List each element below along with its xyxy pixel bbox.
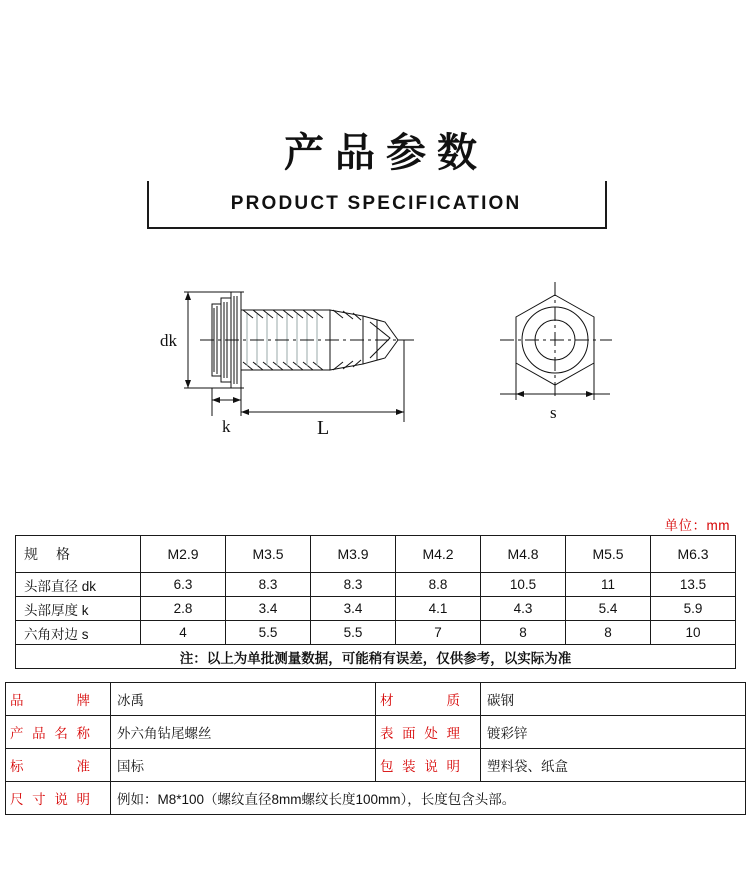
info-label-brand: 品 牌 <box>6 683 111 716</box>
spec-cell: 3.4 <box>311 597 396 621</box>
info-label-size-note: 尺寸说明 <box>6 782 111 815</box>
spec-cell: 13.5 <box>651 573 736 597</box>
dim-label-L: L <box>317 417 330 439</box>
spec-row-label: 六角对边 s <box>16 621 141 645</box>
dim-label-k: k <box>222 417 231 436</box>
page-title-text: 产品参数 <box>253 125 508 181</box>
spec-cell: 5.4 <box>566 597 651 621</box>
spec-row-label: 规 格 <box>16 536 141 573</box>
dim-label-dk: dk <box>160 331 177 350</box>
spec-cell: 11 <box>566 573 651 597</box>
spec-cell: 3.4 <box>226 597 311 621</box>
table-row <box>16 573 736 597</box>
spec-cell: 10.5 <box>481 573 566 597</box>
info-label-packaging: 包装说明 <box>376 749 481 782</box>
spec-col-header: M6.3 <box>651 536 736 573</box>
table-row <box>6 716 746 749</box>
spec-cell: 2.8 <box>141 597 226 621</box>
info-label-surface-treatment: 表面处理 <box>376 716 481 749</box>
page-title <box>0 125 750 181</box>
table-row-header <box>16 536 736 573</box>
spec-table <box>15 535 735 669</box>
spec-row-label: 头部直径 dk <box>16 573 141 597</box>
info-value-material: 碳钢 <box>481 683 746 716</box>
spec-cell: 8.3 <box>311 573 396 597</box>
info-label-material: 材 质 <box>376 683 481 716</box>
info-value-product-name: 外六角钻尾螺丝 <box>111 716 376 749</box>
table-row <box>6 683 746 716</box>
spec-cell: 10 <box>651 621 736 645</box>
spec-cell: 6.3 <box>141 573 226 597</box>
table-row <box>16 621 736 645</box>
dim-label-s: s <box>550 403 557 422</box>
spec-cell: 8.8 <box>396 573 481 597</box>
spec-cell: 5.9 <box>651 597 736 621</box>
table-row <box>6 782 746 815</box>
spec-cell: 8 <box>481 621 566 645</box>
info-label-product-name: 产品名称 <box>6 716 111 749</box>
spec-cell: 4.1 <box>396 597 481 621</box>
spec-cell: 7 <box>396 621 481 645</box>
info-label-standard: 标 准 <box>6 749 111 782</box>
page-header <box>0 0 750 250</box>
spec-col-header: M4.2 <box>396 536 481 573</box>
spec-note: 注：以上为单批测量数据，可能稍有误差，仅供参考，以实际为准 <box>16 645 736 669</box>
info-value-standard: 国标 <box>111 749 376 782</box>
spec-cell: 4.3 <box>481 597 566 621</box>
spec-col-header: M3.5 <box>226 536 311 573</box>
technical-drawing <box>0 250 750 508</box>
spec-cell: 5.5 <box>226 621 311 645</box>
table-row <box>6 749 746 782</box>
info-value-brand: 冰禹 <box>111 683 376 716</box>
unit-note: 单位：mm <box>664 518 730 533</box>
page-subtitle: PRODUCT SPECIFICATION <box>230 193 522 214</box>
info-value-surface-treatment: 镀彩锌 <box>481 716 746 749</box>
table-row <box>16 597 736 621</box>
spec-col-header: M2.9 <box>141 536 226 573</box>
spec-col-header: M5.5 <box>566 536 651 573</box>
spec-cell: 4 <box>141 621 226 645</box>
info-table <box>5 682 745 815</box>
spec-cell: 8.3 <box>226 573 311 597</box>
spec-cell: 8 <box>566 621 651 645</box>
table-row-note <box>16 645 736 669</box>
spec-col-header: M3.9 <box>311 536 396 573</box>
spec-col-header: M4.8 <box>481 536 566 573</box>
info-value-size-note: 例如：M8*100（螺纹直径8mm螺纹长度100mm），长度包含头部。 <box>111 782 746 815</box>
spec-row-label: 头部厚度 k <box>16 597 141 621</box>
spec-cell: 5.5 <box>311 621 396 645</box>
info-value-packaging: 塑料袋、纸盒 <box>481 749 746 782</box>
